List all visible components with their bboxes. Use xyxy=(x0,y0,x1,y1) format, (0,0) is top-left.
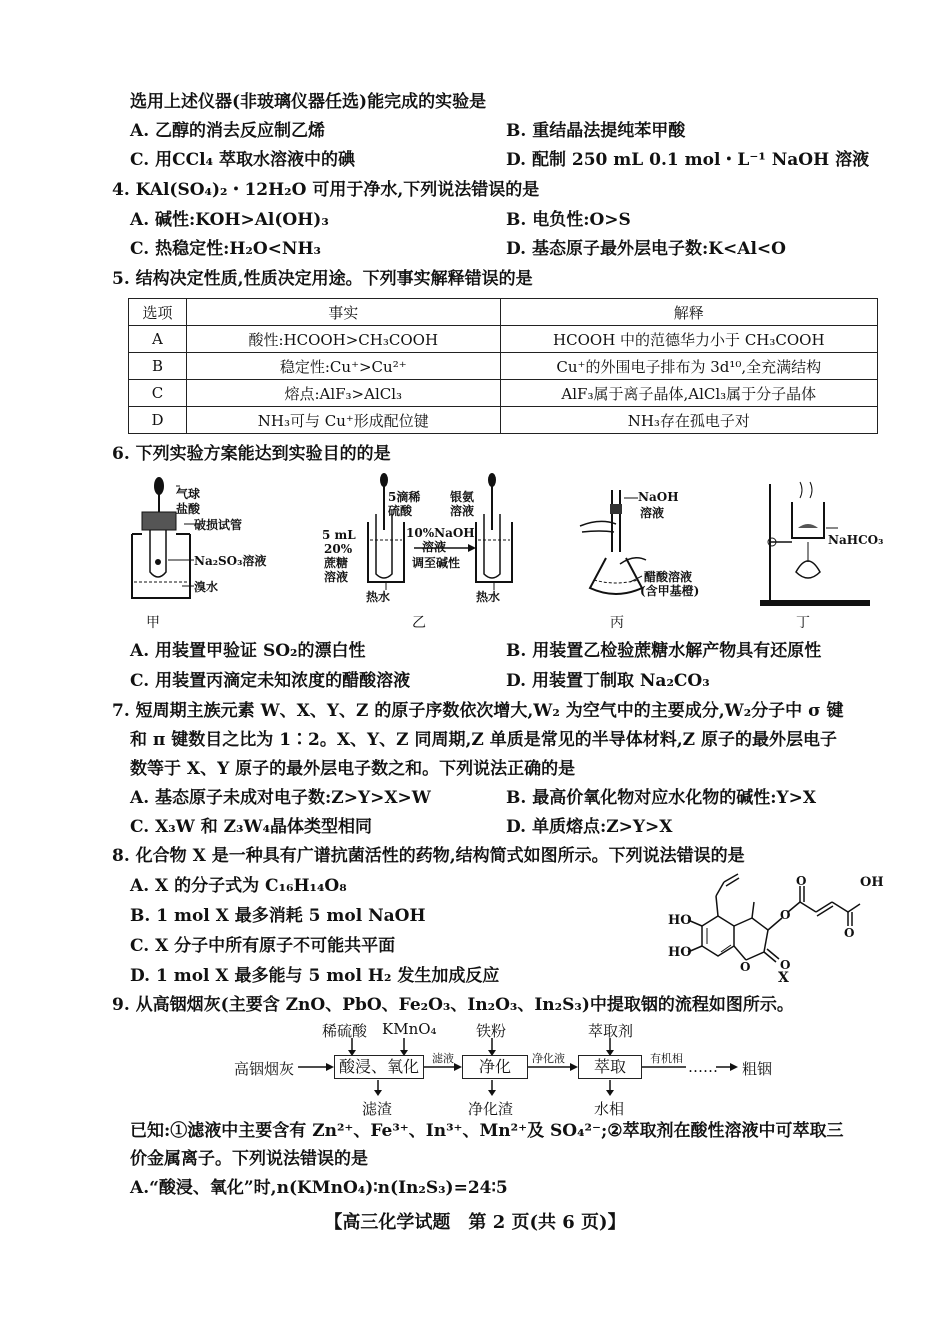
table-row xyxy=(129,407,878,434)
flow-out-purify-residue: 净化渣 xyxy=(468,1100,514,1118)
q8-stem: 8. 化合物 X 是一种具有广谱抗菌活性的药物,结构简式如图所示。下列说法错误的是 xyxy=(112,846,745,866)
flow-dots: …… xyxy=(688,1058,718,1076)
q9-known-line-2: 价金属离子。下列说法错误的是 xyxy=(130,1149,368,1169)
label-naoh-solution-bing: 溶液 xyxy=(640,506,665,520)
q4-option-d: D. 基态原子最外层电子数:K<Al<O xyxy=(506,239,786,259)
label-acetic-acid: 醋酸溶液 xyxy=(644,570,693,584)
label-ho-bottom: HO xyxy=(668,945,692,960)
header-fact: 事实 xyxy=(186,299,500,326)
label-dilute-h2so4: 硫酸 xyxy=(388,504,413,518)
flow-reagent-kmno4: KMnO₄ xyxy=(382,1020,437,1038)
q8-option-b: B. 1 mol X 最多消耗 5 mol NaOH xyxy=(130,906,426,926)
row-option: B xyxy=(129,353,187,380)
caption-jia: 甲 xyxy=(146,615,160,631)
label-sucrose-solution: 溶液 xyxy=(324,570,349,584)
flow-arrow-filtrate: 滤液 xyxy=(432,1052,454,1065)
q9-option-a: A.“酸浸、氧化”时,n(KMnO₄)∶n(In₂S₃)=24∶5 xyxy=(130,1178,508,1198)
q9-stem: 9. 从高铟烟灰(主要含 ZnO、PbO、Fe₂O₃、In₂O₃、In₂S₃)中提取铟的流程如图所示。 xyxy=(112,995,794,1015)
label-nahco3: NaHCO₃ xyxy=(828,533,884,547)
q7-option-d: D. 单质熔点:Z>Y>X xyxy=(506,817,673,837)
q3-option-a: A. 乙醇的消去反应制乙烯 xyxy=(130,121,326,141)
label-na2so3: Na₂SO₃溶液 xyxy=(194,554,267,568)
q5-stem: 5. 结构决定性质,性质决定用途。下列事实解释错误的是 xyxy=(112,269,533,289)
apparatus-ding-drawing xyxy=(756,472,896,632)
label-compound-x: X xyxy=(778,970,789,986)
header-explanation: 解释 xyxy=(500,299,877,326)
label-hot-water-2: 热水 xyxy=(476,590,501,604)
flow-arrow-organic: 有机相 xyxy=(650,1052,683,1065)
row-explanation: NH₃存在孤电子对 xyxy=(500,407,877,434)
page-footer: 【高三化学试题 第 2 页(共 6 页)】 xyxy=(324,1212,626,1233)
label-broken-tube: 破损试管 xyxy=(194,518,243,532)
flow-out-residue: 滤渣 xyxy=(362,1100,393,1118)
compound-x-structure xyxy=(664,866,884,992)
flow-arrow-purified: 净化液 xyxy=(532,1052,565,1065)
q4-stem: 4. KAl(SO₄)₂・12H₂O 可用于净水,下列说法错误的是 xyxy=(112,180,540,200)
caption-bing: 丙 xyxy=(610,615,624,631)
label-5-drops: 5滴稀 xyxy=(388,490,421,504)
label-naoh: NaOH xyxy=(638,490,679,504)
flow-reagent-iron: 铁粉 xyxy=(476,1022,507,1040)
label-o-ester: O xyxy=(780,908,791,922)
label-methyl-orange: (含甲基橙) xyxy=(640,584,700,598)
q6-option-b: B. 用装置乙检验蔗糖水解产物具有还原性 xyxy=(506,641,822,661)
row-option: D xyxy=(129,407,187,434)
q8-option-d: D. 1 mol X 最多能与 5 mol H₂ 发生加成反应 xyxy=(130,966,500,986)
q7-option-a: A. 基态原子未成对电子数:Z>Y>X>W xyxy=(130,788,431,808)
label-hot-water-1: 热水 xyxy=(366,590,391,604)
table-header-row xyxy=(129,299,878,326)
caption-ding: 丁 xyxy=(796,615,810,631)
label-10pct-naoh: 10%NaOH xyxy=(406,526,475,540)
q3-stem: 选用上述仪器(非玻璃仪器任选)能完成的实验是 xyxy=(130,92,487,112)
q6-option-a: A. 用装置甲验证 SO₂的漂白性 xyxy=(130,641,366,661)
apparatus-yi xyxy=(318,470,518,632)
label-oh: OH xyxy=(860,875,884,890)
flow-step-extract: 萃取 xyxy=(578,1055,642,1079)
q7-stem-line-2: 和 π 键数目之比为 1∶2。X、Y、Z 同周期,Z 单质是常见的半导体材料,Z 原子的最外层电子 xyxy=(130,730,838,750)
row-explanation: AlF₃属于离子晶体,AlCl₃属于分子晶体 xyxy=(500,380,877,407)
q5-table xyxy=(128,298,878,434)
q7-option-b: B. 最高价氧化物对应水化物的碱性:Y>X xyxy=(506,788,817,808)
q9-known-line-1: 已知:①滤液中主要含有 Zn²⁺、Fe³⁺、In³⁺、Mn²⁺及 SO₄²⁻;②萃取剂在酸性溶液中可萃取三 xyxy=(130,1121,844,1141)
row-explanation: HCOOH 中的范德华力小于 CH₃COOH xyxy=(500,326,877,353)
label-o-lactone: O xyxy=(780,958,791,972)
apparatus-ding xyxy=(756,472,896,632)
label-sucrose: 蔗糖 xyxy=(324,556,349,570)
label-ho-top: HO xyxy=(668,913,692,928)
flow-reagent-h2so4: 稀硫酸 xyxy=(322,1022,368,1040)
label-naoh-solution: 溶液 xyxy=(422,540,447,554)
flow-start: 高铟烟灰 xyxy=(234,1060,295,1078)
label-o-carbonyl: O xyxy=(796,874,807,888)
label-silver-ammonia: 银氨 xyxy=(450,490,475,504)
process-flowchart xyxy=(226,1020,786,1120)
row-option: A xyxy=(129,326,187,353)
q3-option-b: B. 重结晶法提纯苯甲酸 xyxy=(506,121,686,141)
row-fact: 稳定性:Cu⁺>Cu²⁺ xyxy=(186,353,500,380)
table-row xyxy=(129,380,878,407)
q4-option-a: A. 碱性:KOH>Al(OH)₃ xyxy=(130,210,329,230)
row-explanation: Cu⁺的外围电子排布为 3d¹⁰,全充满结构 xyxy=(500,353,877,380)
row-fact: 熔点:AlF₃>AlCl₃ xyxy=(186,380,500,407)
apparatus-bing xyxy=(560,472,710,632)
label-o-acid: O xyxy=(844,926,855,940)
label-balloon: 气球 xyxy=(176,487,201,501)
flow-step-acid-leach: 酸浸、氧化 xyxy=(334,1055,424,1079)
q3-option-d: D. 配制 250 mL 0.1 mol・L⁻¹ NaOH 溶液 xyxy=(506,150,870,170)
flow-out-aqueous: 水相 xyxy=(594,1100,625,1118)
label-adjust-alkaline: 调至碱性 xyxy=(412,556,461,570)
apparatus-jia xyxy=(120,472,280,632)
flow-step-purify: 净化 xyxy=(462,1055,528,1079)
row-option: C xyxy=(129,380,187,407)
label-solution: 溶液 xyxy=(450,504,475,518)
q6-stem: 6. 下列实验方案能达到实验目的的是 xyxy=(112,444,391,464)
row-fact: NH₃可与 Cu⁺形成配位键 xyxy=(186,407,500,434)
table-row xyxy=(129,326,878,353)
q4-option-c: C. 热稳定性:H₂O<NH₃ xyxy=(130,239,321,259)
label-5ml: 5 mL xyxy=(322,528,356,542)
q3-option-c: C. 用CCl₄ 萃取水溶液中的碘 xyxy=(130,150,355,170)
q4-option-b: B. 电负性:O>S xyxy=(506,210,631,230)
q8-option-c: C. X 分子中所有原子不可能共平面 xyxy=(130,936,396,956)
flow-end: 粗铟 xyxy=(742,1060,773,1078)
q6-option-d: D. 用装置丁制取 Na₂CO₃ xyxy=(506,671,710,691)
caption-yi: 乙 xyxy=(412,615,426,631)
label-bromine-water: 溴水 xyxy=(194,580,219,594)
row-fact: 酸性:HCOOH>CH₃COOH xyxy=(186,326,500,353)
label-o-ring: O xyxy=(740,960,751,974)
label-20pct: 20% xyxy=(324,542,353,556)
q7-stem-line-3: 数等于 X、Y 原子的最外层电子数之和。下列说法正确的是 xyxy=(130,759,576,779)
label-hcl: 盐酸 xyxy=(176,502,201,516)
apparatus-bing-drawing xyxy=(560,472,710,632)
header-option: 选项 xyxy=(129,299,187,326)
q6-option-c: C. 用装置丙滴定未知浓度的醋酸溶液 xyxy=(130,671,411,691)
q7-stem-line-1: 7. 短周期主族元素 W、X、Y、Z 的原子序数依次增大,W₂ 为空气中的主要成分,W₂分子中 σ 键 xyxy=(112,701,844,721)
flow-reagent-extractant: 萃取剂 xyxy=(588,1022,634,1040)
q8-option-a: A. X 的分子式为 C₁₆H₁₄O₈ xyxy=(130,876,347,896)
q7-option-c: C. X₃W 和 Z₃W₄晶体类型相同 xyxy=(130,817,373,837)
table-row xyxy=(129,353,878,380)
